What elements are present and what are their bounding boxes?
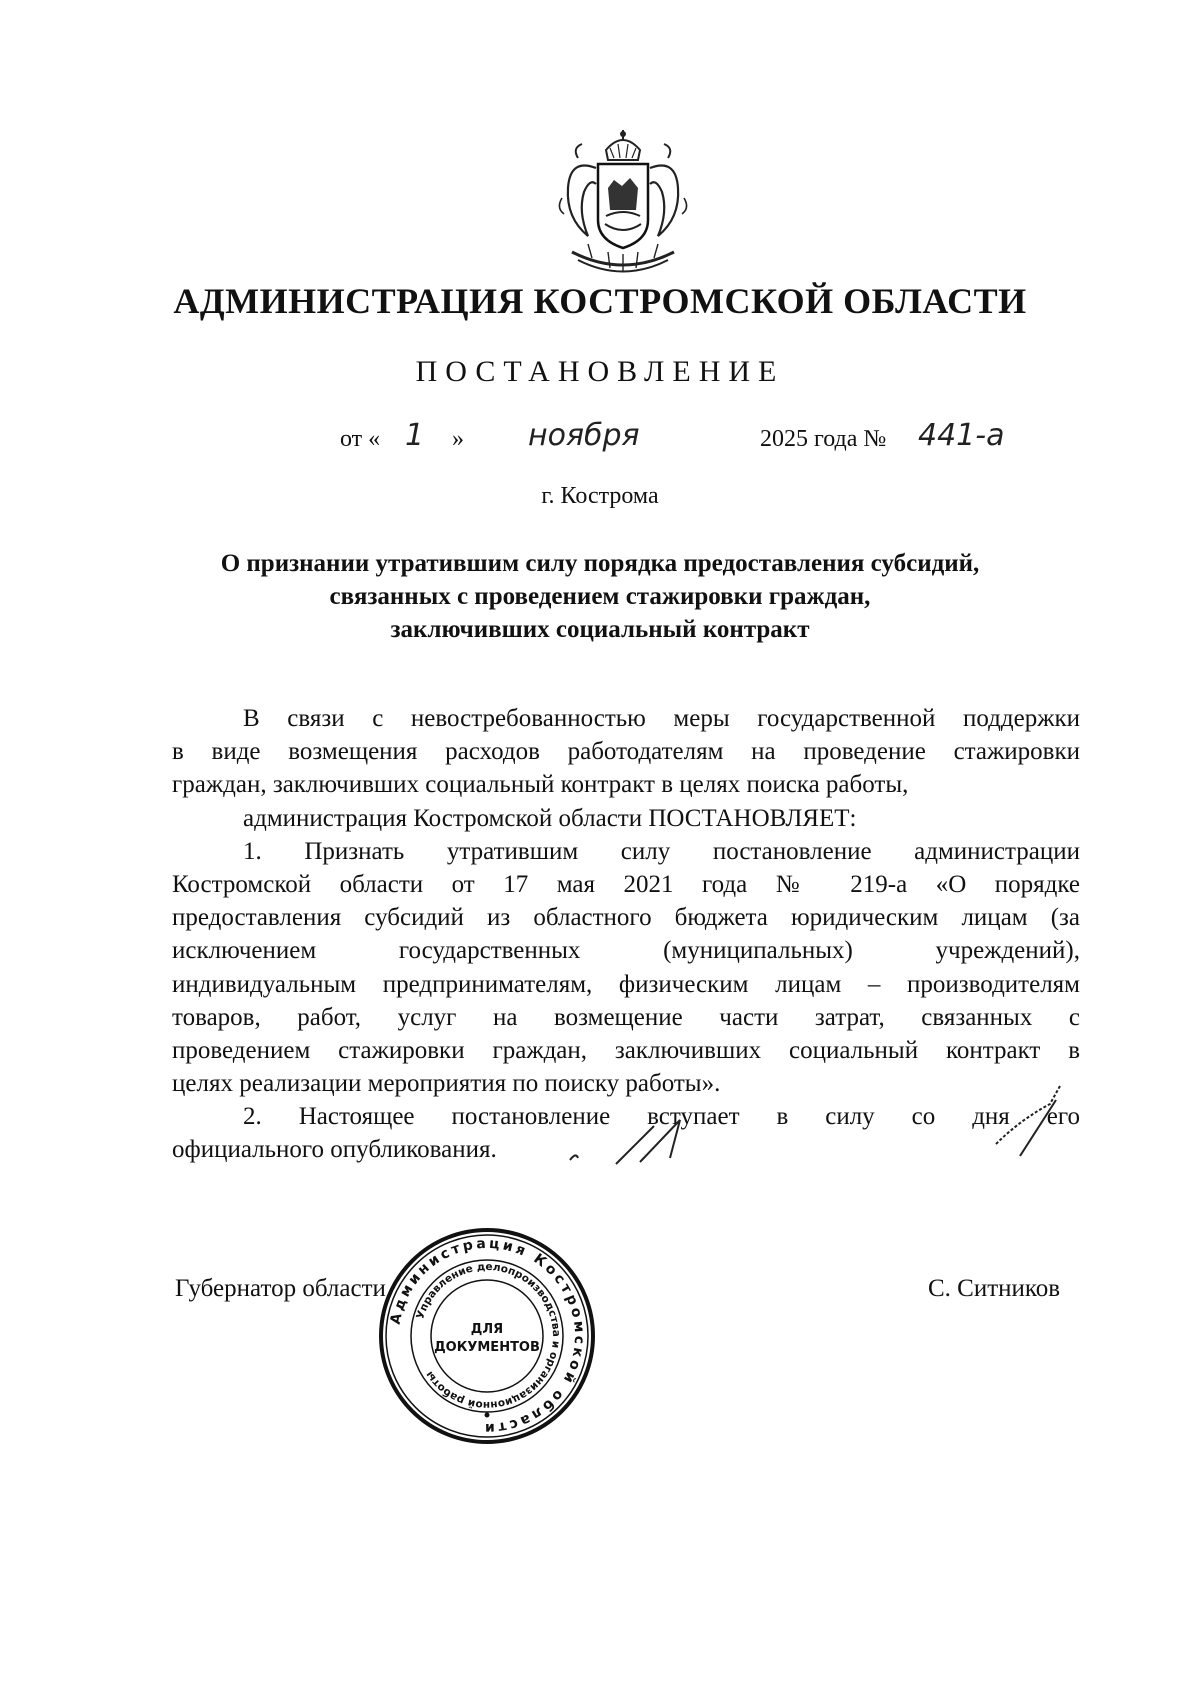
body-line: исключением государственных (муниципальных) учреждений),: [172, 937, 1080, 965]
body-line: предоставления субсидий из областного бюджета юридическим лицам (за: [172, 904, 1080, 932]
body-line: товаров, работ, услуг на возмещение части затрат, связанных с: [172, 1003, 1080, 1031]
coat-of-arms-icon: [548, 128, 698, 283]
date-year: 2025 года №: [760, 426, 887, 452]
stamp-center-line: ДОКУМЕНТОВ: [434, 1340, 540, 1355]
subject-line: заключивших социальный контракт: [390, 616, 810, 643]
date-day: 1: [405, 418, 425, 453]
body-line: 1. Признать утратившим силу постановление администрации: [243, 837, 1080, 865]
approval-mark-icon: [990, 1080, 1080, 1160]
approval-mark-icon: [560, 1112, 700, 1172]
date-line: [0, 418, 1200, 464]
document-number: 441-а: [918, 418, 1005, 453]
document-type: ПОСТАНОВЛЕНИЕ: [415, 355, 785, 388]
stamp-dot-icon: [485, 1413, 490, 1418]
date-month: ноября: [528, 418, 640, 453]
body-line: Костромской области от 17 мая 2021 года № 219-а «О порядке: [172, 870, 1080, 898]
official-stamp: [376, 1225, 598, 1447]
body-line: индивидуальным предпринимателям, физическим лицам – производителям: [172, 970, 1080, 998]
body-line: администрация Костромской области ПОСТАНОВЛЯЕТ:: [243, 804, 857, 832]
body-line: проведением стажировки граждан, заключивших социальный контракт в: [172, 1036, 1080, 1064]
body-line: граждан, заключивших социальный контракт в целях поиска работы,: [172, 771, 909, 799]
city: г. Кострома: [541, 483, 659, 509]
date-prefix: от «: [340, 426, 381, 452]
document-subject: [150, 547, 1050, 646]
body-line: целях реализации мероприятия по поиску работы».: [172, 1070, 721, 1098]
body-line: в виде возмещения расходов работодателям на проведение стажировки: [172, 738, 1080, 766]
subject-line: О признании утратившим силу порядка предоставления субсидий,: [220, 550, 980, 577]
signatory-name: С. Ситников: [928, 1275, 1061, 1302]
stamp-outer-text: Администрация Костромской области: [387, 1235, 588, 1437]
date-quote-close: »: [452, 426, 464, 452]
body-line: 2. Настоящее постановление вступает в силу со дня его: [243, 1103, 1080, 1131]
stamp-center-line: ДЛЯ: [470, 1322, 504, 1337]
subject-line: связанных с проведением стажировки граждан,: [329, 583, 871, 610]
stamp-inner-text: Управление делопроизводства и организационной работы: [414, 1260, 563, 1412]
organization-title: АДМИНИСТРАЦИЯ КОСТРОМСКОЙ ОБЛАСТИ: [173, 281, 1027, 321]
document-body: [172, 702, 1080, 1167]
signatory-position: Губернатор области: [175, 1275, 386, 1302]
body-line: В связи с невостребованностью меры государственной поддержки: [243, 705, 1080, 732]
body-line: официального опубликования.: [172, 1136, 497, 1164]
